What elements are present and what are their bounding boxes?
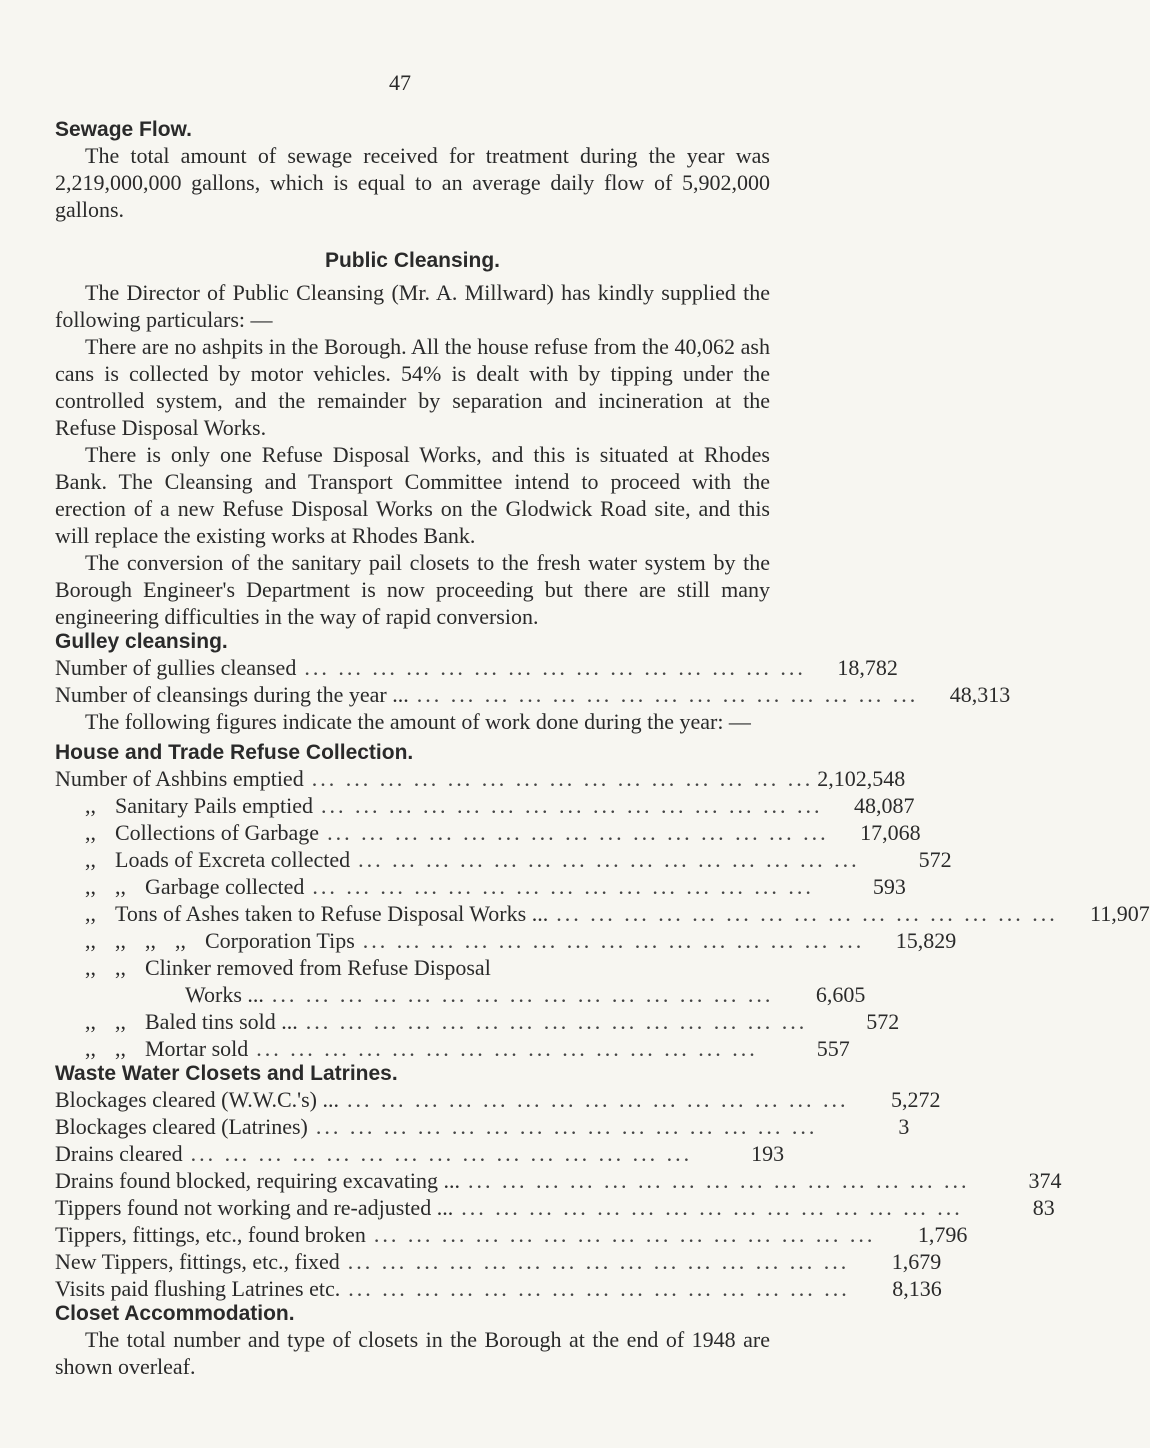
leader-dots: ... ... ... ... ... ... ... ... ... ... ... ... ... ... ...	[373, 1222, 876, 1247]
refuse-row	[55, 765, 906, 792]
row-label: Number of Ashbins emptied	[55, 766, 304, 791]
leader-dots: ... ... ... ... ... ... ... ... ... ... ... ... ... ... ...	[346, 1087, 849, 1112]
leader-dots: ... ... ... ... ... ... ... ... ... ... ... ... ... ... ...	[347, 1249, 850, 1274]
row-value: 1,796	[917, 1222, 968, 1247]
sewage-heading: Sewage Flow.	[55, 118, 192, 141]
leader-dots: ... ... ... ... ... ... ... ... ... ... ... ... ... ... ...	[304, 655, 806, 680]
row-label: Tippers, fittings, etc., found broken	[55, 1222, 366, 1247]
row-label: Number of gullies cleansed	[55, 655, 297, 680]
waste-water-row	[55, 1086, 941, 1113]
public-cleansing-heading: Public Cleansing.	[324, 249, 501, 272]
row-value: 572	[918, 847, 952, 872]
row-label: Tippers found not working and re-adjusted ...	[55, 1195, 454, 1220]
row-value: 11,907	[1090, 901, 1150, 926]
leader-dots: ... ... ... ... ... ... ... ... ... ... ... ... ... ... ...	[190, 1141, 693, 1166]
ditto-mark: ,,	[85, 901, 96, 926]
waste-water-row	[55, 1140, 785, 1167]
row-label: Loads of Excreta collected	[115, 847, 351, 872]
ditto-mark: ,,	[85, 1009, 96, 1034]
leader-dots: ... ... ... ... ... ... ... ... ... ... ... ... ... ... ...	[305, 1009, 808, 1034]
leader-dots: ... ... ... ... ... ... ... ... ... ... ... ... ... ... ...	[348, 1276, 850, 1301]
row-value: 8,136	[892, 1276, 942, 1301]
row-label: Clinker removed from Refuse Disposal	[145, 955, 491, 980]
waste-water-row	[55, 1113, 910, 1140]
public-cleansing-p4: The conversion of the sanitary pail closets to the fresh water system by the Borough Engineer's Department is now proceeding but there are still many engineering difficulties in the way of rapid conversion.	[55, 550, 770, 629]
leader-dots: ... ... ... ... ... ... ... ... ... ... ... ... ... ... ...	[556, 901, 1058, 926]
row-value: 18,782	[837, 655, 898, 680]
ditto-mark: ,,	[115, 928, 126, 953]
leader-dots: ... ... ... ... ... ... ... ... ... ... ... ... ... ... ...	[320, 793, 823, 818]
row-value: 1,679	[891, 1249, 942, 1274]
row-label: Number of cleansings during the year ...	[55, 682, 409, 707]
refuse-row	[55, 954, 770, 981]
waste-water-heading: Waste Water Closets and Latrines.	[55, 1062, 398, 1085]
waste-water-row	[55, 1275, 942, 1302]
leader-dots: ... ... ... ... ... ... ... ... ... ... ... ... ... ... ...	[358, 847, 860, 872]
row-value: 593	[872, 874, 906, 899]
ditto-mark: ,,	[85, 1036, 96, 1061]
row-value: 5,272	[890, 1087, 941, 1112]
following-figures-text: The following figures indicate the amount of work done during the year: —	[85, 709, 751, 734]
ditto-mark: ,,	[85, 955, 96, 980]
row-value: 48,087	[853, 793, 915, 818]
ditto-mark: ,,	[115, 1009, 126, 1034]
sewage-paragraph: The total amount of sewage received for treatment during the year was 2,219,000,000 gallons, which is equal to an average daily flow of 5,902,000 gallons.	[55, 143, 770, 222]
row-value: 6,605	[815, 982, 866, 1007]
row-label: Blockages cleared (W.W.C.'s) ...	[55, 1087, 339, 1112]
ditto-mark: ,,	[85, 928, 96, 953]
row-value: 83	[1032, 1195, 1055, 1220]
refuse-row	[55, 819, 921, 846]
ditto-mark: ,,	[145, 928, 156, 953]
leader-dots: ... ... ... ... ... ... ... ... ... ... ... ... ... ... ...	[461, 1195, 963, 1220]
public-cleansing-p2: There are no ashpits in the Borough. All the house refuse from the 40,062 ash cans is collected by motor vehicles. 54% is dealt with by tipping under the controlled system, and the remainder by separation and incineration at the Refuse Disposal Works.	[55, 334, 770, 440]
refuse-row	[55, 792, 915, 819]
leader-dots: ... ... ... ... ... ... ... ... ... ... ... ... ... ... ...	[468, 1168, 970, 1193]
row-label: Blockages cleared (Latrines)	[55, 1114, 308, 1139]
refuse-row	[55, 900, 1150, 927]
row-label: Collections of Garbage	[115, 820, 320, 845]
leader-dots: ... ... ... ... ... ... ... ... ... ... ... ... ... ... ...	[271, 982, 774, 1007]
refuse-row	[55, 873, 906, 900]
ditto-mark: ,,	[115, 955, 126, 980]
ditto-mark: ,,	[175, 928, 186, 953]
waste-water-row	[55, 1194, 1055, 1221]
refuse-row	[55, 1035, 850, 1062]
row-value: 2,102,548	[817, 766, 906, 791]
waste-water-row	[55, 1167, 1062, 1194]
ditto-mark: ,,	[85, 793, 96, 818]
row-label: Sanitary Pails emptied	[115, 793, 313, 818]
page-number: 47	[389, 70, 411, 95]
row-value: 15,829	[895, 928, 957, 953]
row-value: 572	[866, 1009, 900, 1034]
row-label: Visits paid flushing Latrines etc.	[55, 1276, 341, 1301]
row-value: 193	[751, 1141, 785, 1166]
closet-paragraph: The total number and type of closets in the Borough at the end of 1948 are shown overleaf.	[55, 1327, 770, 1379]
waste-water-row	[55, 1221, 968, 1248]
refuse-row	[55, 846, 952, 873]
leader-dots: ... ... ... ... ... ... ... ... ... ... ... ... ... ... ...	[311, 766, 814, 791]
refuse-row	[55, 1008, 900, 1035]
row-label-continued: Works ...	[185, 982, 264, 1007]
waste-water-row	[55, 1248, 942, 1275]
gulley-heading: Gulley cleansing.	[55, 630, 228, 653]
row-label: Garbage collected	[145, 874, 305, 899]
ditto-mark: ,,	[85, 847, 96, 872]
gulley-row	[55, 681, 1011, 708]
row-value: 17,068	[860, 820, 921, 845]
row-label: Baled tins sold ...	[145, 1009, 298, 1034]
row-label: New Tippers, fittings, etc., fixed	[55, 1249, 340, 1274]
row-value: 557	[816, 1036, 850, 1061]
house-trade-heading: House and Trade Refuse Collection.	[55, 741, 414, 764]
row-value: 374	[1028, 1168, 1062, 1193]
leader-dots: ... ... ... ... ... ... ... ... ... ... ... ... ... ... ...	[315, 1114, 818, 1139]
leader-dots: ... ... ... ... ... ... ... ... ... ... ... ... ... ... ...	[416, 682, 919, 707]
gulley-row	[55, 654, 898, 681]
page-content	[55, 118, 1150, 1380]
refuse-row	[55, 981, 866, 1008]
leader-dots: ... ... ... ... ... ... ... ... ... ... ... ... ... ... ...	[256, 1036, 758, 1061]
row-label: Drains found blocked, requiring excavating ...	[55, 1168, 461, 1193]
refuse-row	[55, 927, 957, 954]
ditto-mark: ,,	[85, 874, 96, 899]
leader-dots: ... ... ... ... ... ... ... ... ... ... ... ... ... ... ...	[312, 874, 814, 899]
row-value: 3	[898, 1114, 910, 1139]
public-cleansing-p3: There is only one Refuse Disposal Works, and this is situated at Rhodes Bank. The Cleansing and Transport Committee intend to proceed with the erection of a new Refuse Disposal Works on the Glodwick Road site, and this will replace the existing works at Rhodes Bank.	[55, 442, 770, 548]
row-label: Corporation Tips	[205, 928, 355, 953]
ditto-mark: ,,	[115, 874, 126, 899]
leader-dots: ... ... ... ... ... ... ... ... ... ... ... ... ... ... ...	[362, 928, 865, 953]
row-label: Tons of Ashes taken to Refuse Disposal Works ...	[115, 901, 549, 926]
ditto-mark: ,,	[115, 1036, 126, 1061]
row-value: 48,313	[949, 682, 1011, 707]
row-label: Drains cleared	[55, 1141, 183, 1166]
row-label: Mortar sold	[145, 1036, 249, 1061]
public-cleansing-p1: The Director of Public Cleansing (Mr. A. Millward) has kindly supplied the following particulars: —	[55, 280, 770, 332]
closet-heading: Closet Accommodation.	[55, 1302, 295, 1325]
ditto-mark: ,,	[85, 820, 96, 845]
leader-dots: ... ... ... ... ... ... ... ... ... ... ... ... ... ... ...	[327, 820, 829, 845]
